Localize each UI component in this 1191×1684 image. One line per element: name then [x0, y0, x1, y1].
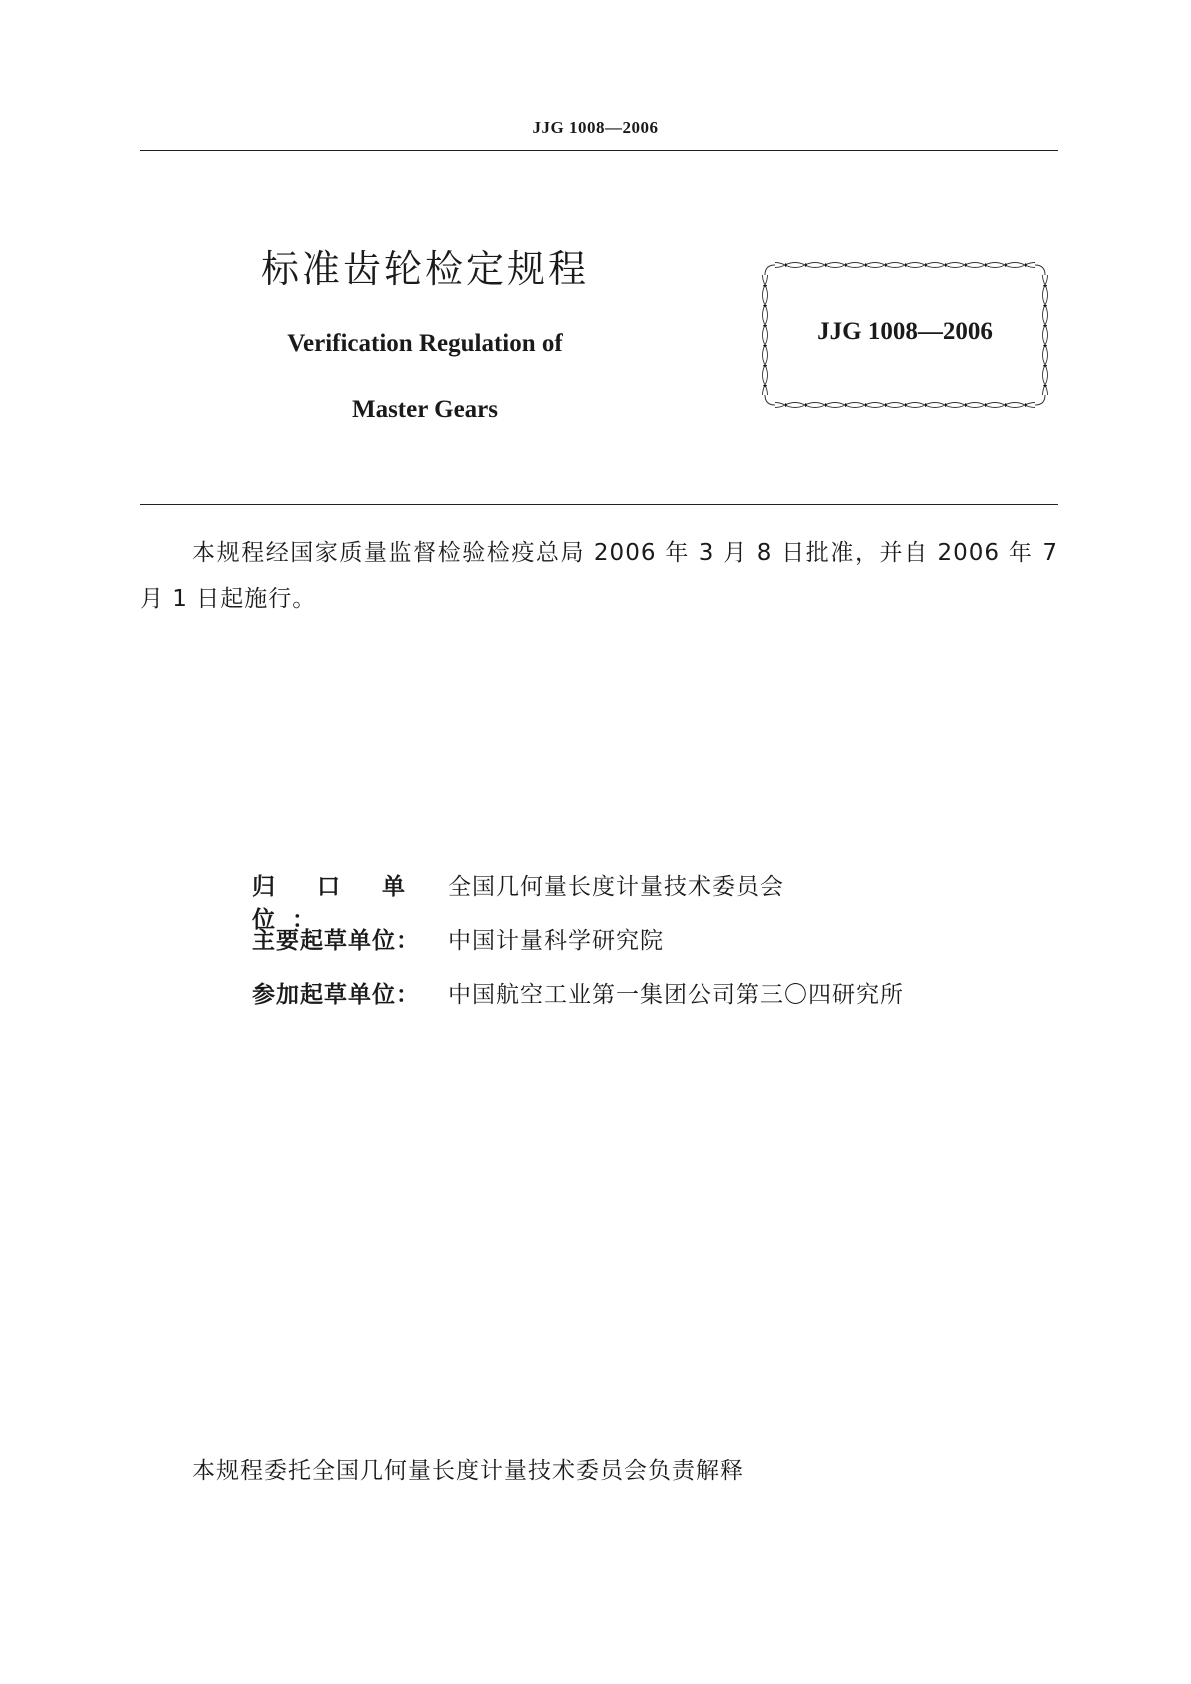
regulation-code: JJG 1008—2006 — [817, 318, 993, 345]
org-row-participating-drafter — [252, 976, 904, 1030]
org-label: 归 口 单 位： — [252, 874, 423, 933]
title-english-line2: Master Gears — [351, 396, 498, 423]
org-label: 主要起草单位： — [252, 928, 420, 954]
title-rule — [140, 504, 1058, 505]
org-value: 中国计量科学研究院 — [448, 928, 664, 954]
org-value: 中国航空工业第一集团公司第三〇四研究所 — [448, 982, 904, 1008]
regulation-code-box — [760, 260, 1050, 410]
running-header-code: JJG 1008—2006 — [532, 118, 659, 137]
title-chinese: 标准齿轮检定规程 — [260, 247, 589, 291]
header-rule — [140, 150, 1058, 151]
title-english-line1: Verification Regulation of — [287, 330, 563, 357]
drafting-organizations — [252, 868, 904, 1030]
interpretation-statement: 本规程委托全国几何量长度计量技术委员会负责解释 — [192, 1458, 744, 1484]
org-label: 参加起草单位： — [252, 982, 420, 1008]
org-row-responsible — [252, 868, 904, 933]
org-row-main-drafter — [252, 922, 904, 976]
org-value: 全国几何量长度计量技术委员会 — [448, 874, 784, 900]
approval-statement: 本规程经国家质量监督检验检疫总局 2006 年 3 月 8 日批准，并自 2006 年 7 月 1 日起施行。 — [140, 540, 1058, 612]
